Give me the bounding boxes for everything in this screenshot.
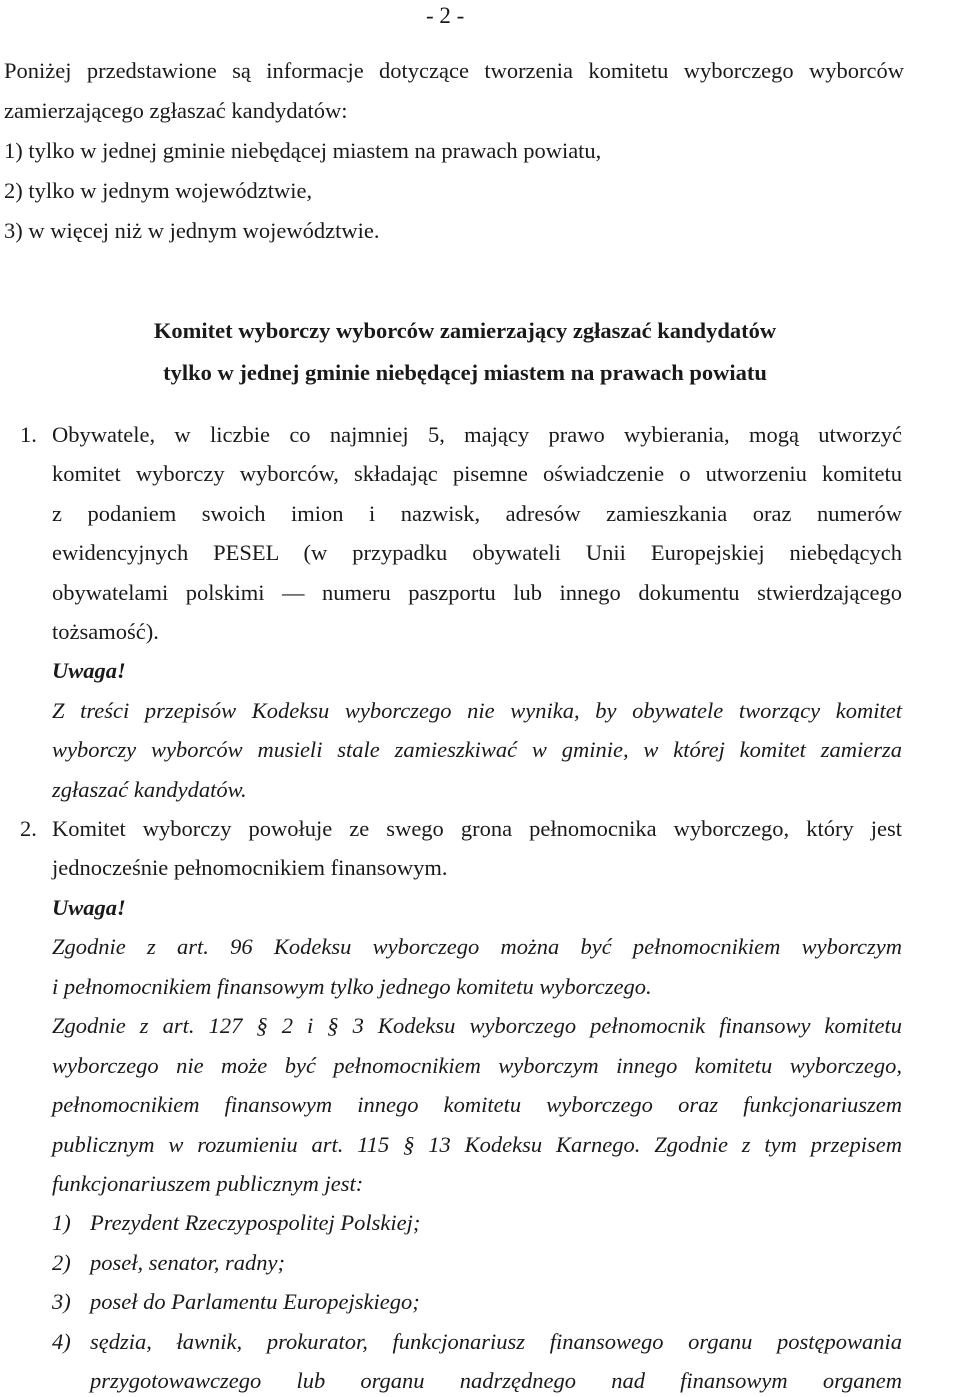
point-2-line-2: jednocześnie pełnomocnikiem finansowym. bbox=[52, 855, 448, 880]
section-title-line-2: tylko w jednej gminie niebędącej miastem na prawach powiatu bbox=[163, 360, 767, 385]
point-2-note-line-7: funkcjonariuszem publicznym jest: bbox=[52, 1171, 364, 1196]
point-1-note-line-1: Z treści przepisów Kodeksu wyborczego nie wynika, by obywatele tworzący komitet bbox=[52, 698, 902, 723]
point-2-note-line-1: Zgodnie z art. 96 Kodeksu wyborczego można być pełnomocnikiem wyborczym bbox=[52, 934, 902, 959]
point-2-note-line-6: publicznym w rozumieniu art. 115 § 13 Kodeksu Karnego. Zgodnie z tym przepisem bbox=[52, 1132, 902, 1157]
point-1-line-2: komitet wyborczy wyborców, składając pisemne oświadczenie o utworzeniu komitetu bbox=[52, 461, 902, 486]
intro-list-item-2: 2) tylko w jednym województwie, bbox=[4, 178, 313, 203]
list-marker-2: 2) bbox=[52, 1250, 71, 1275]
point-2-line-1: Komitet wyborczy powołuje ze swego grona pełnomocnika wyborczego, który jest bbox=[52, 816, 902, 841]
list-marker-1: 1) bbox=[52, 1210, 71, 1235]
intro-line-1: Poniżej przedstawione są informacje dotyczące tworzenia komitetu wyborczego wyborców bbox=[4, 58, 904, 83]
point-2-note-line-3: Zgodnie z art. 127 § 2 i § 3 Kodeksu wyborczego pełnomocnik finansowy komitetu bbox=[52, 1013, 902, 1038]
point-2-note-line-4: wyborczego nie może być pełnomocnikiem wyborczym innego komitetu wyborczego, bbox=[52, 1053, 902, 1078]
intro-line-2: zamierzającego zgłaszać kandydatów: bbox=[4, 98, 348, 123]
point-2-note-line-5: pełnomocnikiem finansowym innego komitetu wyborczego oraz funkcjonariuszem bbox=[52, 1092, 902, 1117]
list-item-3: poseł do Parlamentu Europejskiego; bbox=[90, 1289, 420, 1314]
list-marker-4: 4) bbox=[52, 1329, 71, 1354]
point-1-note-label: Uwaga! bbox=[52, 658, 126, 683]
list-item-1: Prezydent Rzeczypospolitej Polskiej; bbox=[90, 1210, 421, 1235]
point-1-note-line-2: wyborczy wyborców musieli stale zamieszkiwać w gminie, w której komitet zamierza bbox=[52, 737, 902, 762]
page-number: - 2 - bbox=[426, 3, 465, 28]
point-1-number: 1. bbox=[20, 422, 37, 447]
point-2-note-label: Uwaga! bbox=[52, 895, 126, 920]
list-item-4: sędzia, ławnik, prokurator, funkcjonariusz finansowego organu postępowania bbox=[90, 1329, 902, 1354]
intro-list-item-1: 1) tylko w jednej gminie niebędącej miastem na prawach powiatu, bbox=[4, 138, 602, 163]
point-1-note-line-3: zgłaszać kandydatów. bbox=[52, 777, 247, 802]
point-1-line-1: Obywatele, w liczbie co najmniej 5, mający prawo wybierania, mogą utworzyć bbox=[52, 422, 902, 447]
point-2-note-line-2: i pełnomocnikiem finansowym tylko jednego komitetu wyborczego. bbox=[52, 974, 652, 999]
point-1-line-6: tożsamość). bbox=[52, 619, 159, 644]
section-title-line-1: Komitet wyborczy wyborców zamierzający zgłaszać kandydatów bbox=[153, 318, 777, 343]
list-item-2: poseł, senator, radny; bbox=[90, 1250, 285, 1275]
list-item-4-continued: przygotowawczego lub organu nadrzędnego nad finansowym organem bbox=[90, 1368, 902, 1393]
point-1-line-4: ewidencyjnych PESEL (w przypadku obywateli Unii Europejskiej niebędących bbox=[52, 540, 902, 565]
intro-list-item-3: 3) w więcej niż w jednym województwie. bbox=[4, 218, 380, 243]
point-1-line-3: z podaniem swoich imion i nazwisk, adresów zamieszkania oraz numerów bbox=[52, 501, 902, 526]
point-1-line-5: obywatelami polskimi — numeru paszportu lub innego dokumentu stwierdzającego bbox=[52, 580, 902, 605]
list-marker-3: 3) bbox=[52, 1289, 71, 1314]
point-2-number: 2. bbox=[20, 816, 37, 841]
